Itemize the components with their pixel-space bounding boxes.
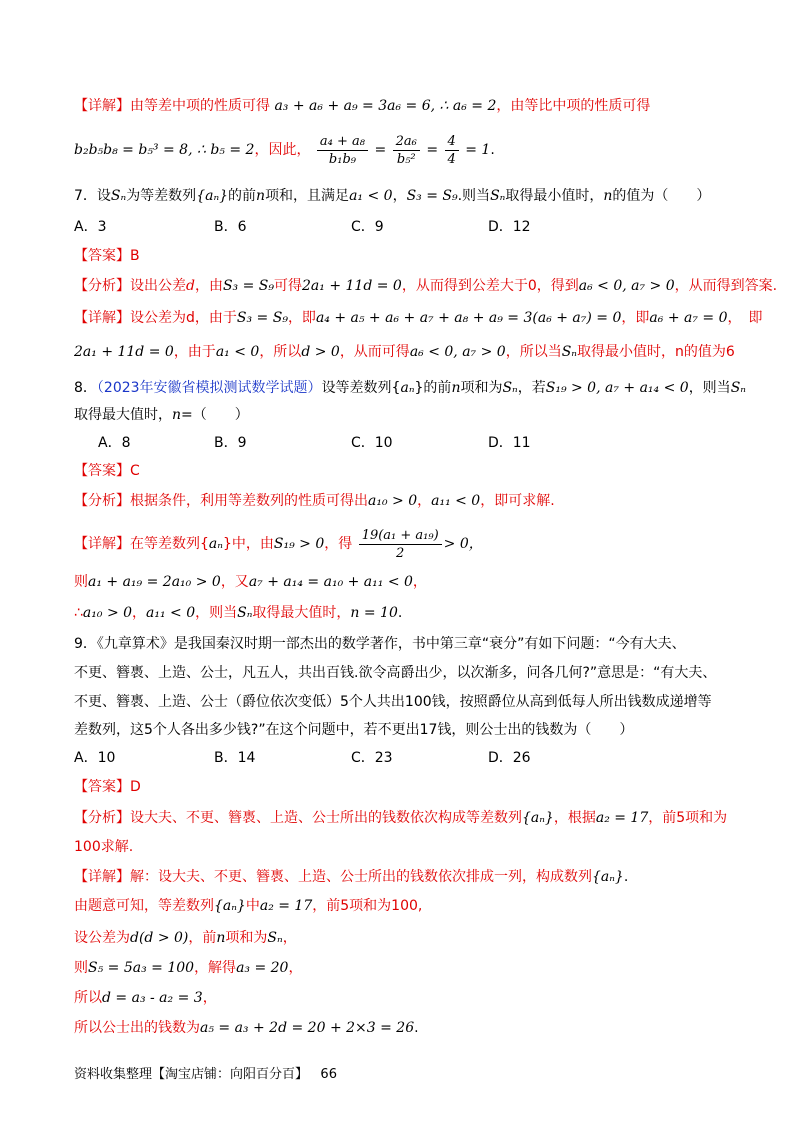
text-span: d: [186, 278, 195, 294]
text-span: 【详解】: [74, 536, 130, 552]
text-span: Sₙ: [267, 930, 283, 946]
text-span: ，前5项和为100,: [312, 898, 423, 914]
text-span: ，根据: [553, 810, 596, 826]
text-span: a₁₀ > 0: [82, 605, 133, 621]
text-span: .: [490, 142, 495, 158]
option-c: C．23: [351, 750, 393, 766]
q7-stem: [74, 186, 770, 206]
q9-analysis-2: [74, 837, 770, 857]
q8-detail-3: [74, 603, 770, 623]
text-span: n: [216, 930, 226, 946]
text-span: ，: [392, 188, 407, 204]
text-span: d > 0: [301, 344, 340, 360]
text-span: C: [130, 463, 140, 479]
text-span: 的前: [228, 188, 257, 204]
option-a: A．8: [98, 435, 131, 451]
text-span: ，所以当: [505, 344, 562, 360]
text-span: n: [256, 188, 266, 204]
text-span: .则当: [457, 188, 491, 204]
option-d: D．26: [488, 750, 531, 766]
fraction: [445, 133, 459, 168]
text-span: a₁ + a₁₉ = 2a₁₀ > 0: [88, 574, 221, 590]
text-span: S₃ = S₉: [236, 310, 288, 326]
text-span: 中: [245, 898, 260, 914]
text-span: ，前5项和为: [648, 810, 728, 826]
text-span: B: [130, 248, 140, 264]
option-b: B．9: [214, 435, 247, 451]
text-span: ，若: [517, 380, 546, 396]
text-span: ，从而可得: [339, 344, 410, 360]
text-span: .: [623, 869, 629, 885]
q8-stem-2: [74, 405, 770, 425]
option-c: C．9: [351, 219, 384, 235]
text-span: }中，由: [222, 536, 274, 552]
text-span: ，又: [220, 574, 249, 590]
text-span: ， 即: [727, 310, 763, 326]
text-span: 9．: [74, 636, 97, 652]
text-span: a₅ = a₃ + 2d = 20 + 2×3 = 26: [200, 1020, 415, 1036]
q9-stem-1: [74, 634, 770, 654]
text-span: a₃ + a₆ + a₉ = 3a₆ = 6, ∴ a₆ = 2: [274, 98, 497, 114]
text-span: 8．: [74, 380, 97, 396]
q9-detail-2: [74, 896, 770, 916]
q9-detail-6: [74, 1018, 770, 1038]
q9-analysis: [74, 808, 770, 828]
text-span: 【分析】: [74, 810, 130, 826]
q6-detail-line1: [74, 96, 770, 116]
text-span: {aₙ}: [522, 810, 554, 826]
text-span: 为等差数列: [126, 188, 197, 204]
footer-text: 资料收集整理【淘宝店铺：向阳百分百】: [74, 1067, 309, 1082]
text-span: 可得: [274, 278, 303, 294]
q7-answer: [74, 246, 770, 266]
text-span: 【详解】: [74, 310, 130, 326]
q8-detail-2: [74, 572, 770, 592]
text-span: b₂b₅b₈ = b₅³ = 8, ∴ b₅ = 2: [74, 142, 255, 158]
text-span: d = a₃ - a₂ = 3: [102, 990, 203, 1006]
text-span: 的值为（ ）: [612, 188, 711, 204]
q9-detail-4: [74, 958, 770, 978]
text-span: S₃ = S₉: [406, 188, 458, 204]
text-span: ，: [417, 493, 432, 509]
q9-stem-4: [74, 720, 770, 740]
q9-stem-2: [74, 663, 770, 683]
q7-detail-2: [74, 342, 770, 362]
fraction: [317, 133, 368, 168]
text-span: 则: [74, 960, 88, 976]
q7-detail: [74, 308, 770, 328]
text-span: aₙ: [400, 380, 415, 396]
text-span: 《九章算术》是我国秦汉时期一部杰出的数学著作，书中第三章“衰分”有如下问题：“今有大夫、: [96, 636, 686, 652]
text-span: 根据条件，利用等差数列的性质可得出: [130, 493, 368, 509]
text-span: 在等差数列{: [130, 536, 209, 552]
text-span: a₆ < 0, a₇ > 0: [409, 344, 506, 360]
text-span: =（ ）: [181, 407, 249, 423]
option-a: A．10: [74, 750, 116, 766]
text-span: 2a₁ + 11d = 0: [302, 278, 402, 294]
text-span: {aₙ}: [592, 869, 624, 885]
text-span: 所以公士出的钱数为: [74, 1020, 200, 1036]
option-d: D．12: [488, 219, 531, 235]
text-span: 2: [396, 545, 405, 561]
text-span: 【分析】: [74, 278, 130, 294]
text-span: {aₙ}: [214, 898, 246, 914]
text-span: 设公差为d，由于: [130, 310, 237, 326]
text-span: ，即: [287, 310, 316, 326]
text-span: .: [397, 605, 403, 621]
text-span: n = 10: [350, 605, 398, 621]
q9-detail-3: [74, 928, 770, 948]
q8-analysis: [74, 491, 770, 511]
q8-detail: [74, 524, 770, 564]
text-span: a₇ + a₁₄ = a₁₀ + a₁₁ < 0: [248, 574, 413, 590]
text-span: 则: [74, 574, 88, 590]
text-span: S₅ = 5a₃ = 100: [88, 960, 195, 976]
text-span: ，解得: [194, 960, 237, 976]
text-span: Sₙ: [730, 380, 746, 396]
text-span: 设大夫、不更、簪褭、上造、公士所出的钱数依次构成等差数列: [130, 810, 522, 826]
text-span: 所以: [74, 990, 102, 1006]
text-span: a₁₁ < 0: [431, 493, 481, 509]
text-span: b₅²: [396, 151, 416, 167]
text-span: 【详解】: [74, 869, 130, 885]
text-span: 【答案】: [74, 779, 130, 795]
text-span: 19(a₁ + a₁₉): [359, 527, 442, 545]
text-span: 取得最大值时，: [74, 407, 172, 423]
text-span: S₁₉ > 0: [273, 536, 325, 552]
q9-answer: [74, 777, 770, 797]
option-b: B．6: [214, 219, 247, 235]
text-span: }的前: [414, 380, 452, 396]
option-d: D．11: [488, 435, 531, 451]
text-span: Sₙ: [237, 605, 253, 621]
text-span: ，: [282, 930, 297, 946]
text-span: ，从而得到公差大于0，得到: [401, 278, 579, 294]
page-number: 66: [320, 1067, 337, 1082]
text-span: 设公差为: [74, 930, 130, 946]
q8-source: （2023年安徽省模拟测试数学试题）: [96, 380, 322, 396]
option-b: B．14: [214, 750, 256, 766]
text-span: 取得最小值时，n的值为6: [576, 344, 735, 360]
text-span: aₙ: [208, 536, 223, 552]
text-span: ，得: [324, 536, 353, 552]
q9-stem-3: [74, 692, 770, 712]
text-span: 2a₁ + 11d = 0: [74, 344, 174, 360]
q9-detail-5: [74, 988, 770, 1008]
option-c: C．10: [351, 435, 393, 451]
text-span: 4: [445, 133, 459, 151]
text-span: 【答案】: [74, 463, 130, 479]
text-span: a₁ < 0: [349, 188, 393, 204]
text-span: {aₙ}: [196, 188, 229, 204]
text-span: ，即可求解.: [480, 493, 555, 509]
text-span: a₆ < 0, a₇ > 0: [578, 278, 675, 294]
text-span: 由等差中项的性质可得: [130, 98, 270, 114]
text-span: 解：设大夫、不更、簪褭、上造、公士所出的钱数依次排成一列，构成数列: [130, 869, 592, 885]
text-span: ，前: [188, 930, 217, 946]
text-span: a₆ + a₇ = 0: [649, 310, 728, 326]
text-span: 100求解.: [74, 839, 134, 855]
text-span: ，则当: [688, 380, 731, 396]
q8-stem: [74, 378, 770, 398]
text-span: ，由等比中项的性质可得: [496, 98, 651, 114]
q7-analysis: [74, 276, 778, 296]
text-span: 设出公差: [130, 278, 186, 294]
q9-detail: [74, 867, 770, 887]
q6-detail-line2: [74, 130, 770, 170]
text-span: Sₙ: [502, 380, 518, 396]
text-span: .: [414, 1020, 419, 1036]
text-span: ∴: [74, 605, 83, 621]
text-span: 7．: [74, 188, 97, 204]
text-span: 项和为: [225, 930, 268, 946]
text-span: a₂ = 17: [595, 810, 649, 826]
text-span: D: [130, 779, 141, 795]
text-span: Sₙ: [561, 344, 577, 360]
q8-answer: [74, 461, 770, 481]
text-span: n: [603, 188, 613, 204]
text-span: a₁₁ < 0: [146, 605, 196, 621]
text-span: 取得最大值时，: [252, 605, 351, 621]
text-span: a₄ + a₅ + a₆ + a₇ + a₈ + a₉ = 3(a₆ + a₇) = 0: [315, 310, 622, 326]
text-span: 项和为: [460, 380, 503, 396]
text-span: a₄ + a₈: [317, 133, 368, 151]
text-span: a₁₀ > 0: [368, 493, 418, 509]
text-span: 由题意可知，等差数列: [74, 898, 214, 914]
option-a: A．3: [74, 219, 107, 235]
text-span: S₁₉ > 0, a₇ + a₁₄ < 0: [545, 380, 689, 396]
text-span: ，即: [621, 310, 650, 326]
detail-tag: 【详解】: [74, 98, 130, 114]
text-span: 4: [447, 151, 456, 167]
text-span: 不更、簪褭、上造、公士，凡五人，共出百钱.欲令高爵出少，以次渐多，问各几何?”意思是：“有大夫、: [74, 665, 717, 681]
text-span: ，: [288, 960, 303, 976]
text-span: b₁b₉: [328, 151, 356, 167]
text-span: ，从而得到答案.: [674, 278, 778, 294]
text-span: > 0，: [443, 536, 483, 552]
text-span: 项和，且满足: [265, 188, 350, 204]
text-span: 取得最小值时，: [505, 188, 604, 204]
text-span: ，: [132, 605, 147, 621]
text-span: Sₙ: [490, 188, 506, 204]
text-span: S₃ = S₉: [222, 278, 275, 294]
text-span: 【答案】: [74, 248, 130, 264]
text-span: ，: [412, 574, 427, 590]
text-span: ，: [202, 990, 217, 1006]
text-span: 2a₆: [393, 133, 420, 151]
text-span: =: [374, 142, 387, 158]
text-span: ，因此，: [254, 142, 311, 158]
text-span: ，由: [194, 278, 223, 294]
page-footer: [74, 1066, 337, 1084]
text-span: a₂ = 17: [259, 898, 313, 914]
text-span: a₁ < 0: [215, 344, 260, 360]
fraction: [359, 527, 442, 562]
text-span: ，由于: [173, 344, 216, 360]
text-span: n: [451, 380, 461, 396]
text-span: =: [426, 142, 439, 158]
text-span: a₃ = 20: [236, 960, 289, 976]
text-span: 不更、簪褭、上造、公士（爵位依次变低）5个人共出100钱，按照爵位从高到低每人所出钱数成递增等: [74, 694, 712, 710]
text-span: 差数列，这5个人各出多少钱?”在这个问题中，若不更出17钱，则公士出的钱数为（ ）: [74, 722, 634, 738]
text-span: 设: [96, 188, 111, 204]
text-span: Sₙ: [110, 188, 127, 204]
text-span: 【分析】: [74, 493, 130, 509]
text-span: ，所以: [259, 344, 302, 360]
text-span: = 1: [465, 142, 491, 158]
text-span: ，则当: [195, 605, 238, 621]
text-span: d(d > 0): [130, 930, 189, 946]
text-span: 设等差数列{: [321, 380, 401, 396]
text-span: n: [172, 407, 182, 423]
fraction: [393, 133, 420, 168]
